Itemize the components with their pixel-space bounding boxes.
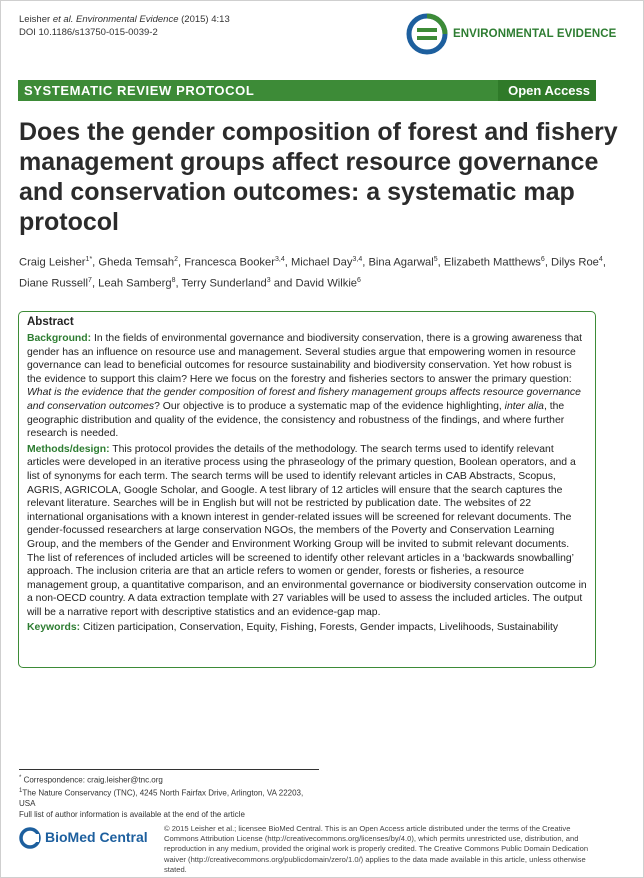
open-access-label: Open Access	[508, 83, 590, 98]
author-affiliation-mark: 8	[171, 276, 176, 284]
article-type-band	[18, 80, 596, 101]
author-separator: ,	[91, 277, 99, 290]
author-affiliation-mark: 6	[357, 276, 361, 284]
background-label: Background:	[27, 333, 92, 344]
author-name: David Wilkie	[295, 277, 358, 290]
journal-logo-text: ENVIRONMENTAL EVIDENCE	[453, 28, 617, 40]
author-affiliation-mark: 3	[266, 276, 271, 284]
author-name: Bina Agarwal	[368, 256, 434, 269]
license-text: © 2015 Leisher et al.; licensee BioMed Central. This is an Open Access article distributed under the terms of the Creative Commons Attribution License (http://creativecommons.org/licenses/by/4.0), which permits unrestricted use, distribution, and reproduction in any medium, provided the original work is properly credited. The Creative Commons Public Domain Dedication waiver (http://creativecommons.org/publicdomain/zero/1.0/) applies to the data made available in this article, unless otherwise stated.	[164, 824, 589, 874]
author-separator: and	[270, 277, 296, 290]
author-affiliation-mark: 7	[88, 276, 92, 284]
keywords-label: Keywords:	[27, 622, 81, 634]
author-affiliation-mark: 3,4	[352, 256, 363, 263]
author-name: Craig Leisher	[19, 256, 86, 269]
author-separator: ,	[602, 256, 606, 269]
author-affiliation-mark: 6	[540, 256, 545, 263]
environmental-evidence-logo-icon	[406, 13, 448, 55]
author-affiliation-mark: 3,4	[274, 256, 285, 263]
header-doi[interactable]: DOI 10.1186/s13750-015-0039-2	[19, 27, 158, 38]
author-name: Terry Sunderland	[181, 277, 267, 290]
author-separator: ,	[177, 256, 185, 269]
abstract-methods: Methods/design: This protocol provides the details of the methodology. The search terms used to identify relevant articles were developed in an iterative process using the phraseology of the primary question, Boolean operators, and a list of synonyms for each term. The search terms will be used to identify relevant articles in CAB Abstracts, Scopus, AGRIS, AGRICOLA, Google Scholar, and Google. A test library of 12 articles will ensure that the search captures the relevant literature. Searches will be in English but will not be restricted by publication date. The websites of 22 international organisations with a known interest in gender-related issues will be screened for relevant documents. The gender-focussed researchers at large conservation NGOs, the members of the Poverty and Conservation Learning Group, and the members of the Gender and Environment Working Group will be invited to submit relevant documents. The list of references of included articles will be screened to identify other relevant articles in a ‘backwards snowballing’ approach. The inclusion criteria are that an article refers to women or gender, forests or fisheries, a resource management group, a quantitative comparison, and an environmental governance or biodiversity conservation outcome in a non-OECD country. A data extraction template with 27 variables will be used to assess the included articles. The output will be a narrative report with descriptive statistics and an evidence-gap map.	[27, 443, 587, 618]
article-title: Does the gender composition of forest and fishery management groups affect resource governance and conservation outcomes: a systematic map protocol	[19, 118, 618, 236]
author-name: Francesca Booker	[184, 256, 275, 269]
author-name: Gheda Temsah	[98, 256, 175, 269]
author-name: Leah Samberg	[98, 277, 172, 290]
article-type-label: SYSTEMATIC REVIEW PROTOCOL	[24, 83, 255, 98]
affiliation-note: $^1$The Nature Conservancy (TNC), 4245 North Fairfax Drive, Arlington, VA 22203, USA	[19, 787, 304, 809]
author-affiliation-mark: 2	[174, 256, 178, 263]
author-affiliation-mark: 5	[433, 256, 438, 263]
header-citation: Leisher et al. Environmental Evidence (2015) 4:13	[19, 14, 230, 25]
publisher-name: BioMed Central	[45, 829, 148, 845]
author-name: Diane Russell	[19, 277, 89, 290]
author-affiliation-mark: 4	[598, 256, 603, 263]
open-access-badge	[498, 80, 596, 101]
methods-label: Methods/design:	[27, 443, 110, 455]
footnotes	[19, 769, 319, 820]
biomed-central-logo-icon	[19, 827, 41, 849]
abstract-box	[18, 311, 596, 668]
author-separator: ,	[544, 256, 552, 269]
abstract-keywords: Keywords: Citizen participation, Conservation, Equity, Fishing, Forests, Gender impacts, Livelihoods, Sustainability	[27, 622, 559, 634]
author-name: Elizabeth Matthews	[443, 256, 541, 269]
author-separator: ,	[175, 277, 182, 290]
author-info-note: Full list of author information is available at the end of the article	[19, 810, 245, 820]
author-separator: ,	[362, 256, 369, 269]
author-separator: ,	[92, 256, 99, 269]
author-name: Dilys Roe	[551, 256, 599, 269]
author-name: Michael Day	[290, 256, 353, 269]
correspondence-note: * Correspondence: craig.leisher@tnc.org	[19, 775, 163, 785]
author-separator: ,	[437, 256, 444, 269]
author-separator: ,	[284, 256, 291, 269]
author-affiliation-mark: 1*	[85, 256, 93, 263]
abstract-background: Background: In the fields of environmental governance and biodiversity conservation, there is a growing awareness that gender has an influence on resource use and management. Several studies argue that empowering women in resource governance can lead to beneficial outcomes for resource sustainability and biodiversity conservation. Yet how robust is the evidence to support this claim? Here we focus on the forestry and fisheries sectors to answer the primary question: What is the evidence that the gender composition of forest and fishery management groups affects resource governance and conservation outcomes? Our objective is to produce a systematic map of the evidence highlighting, inter alia, the geographic distribution and quality of the evidence, the consistency and robustness of the findings, and where further research is needed.	[27, 333, 583, 440]
abstract-heading: Abstract	[27, 316, 74, 328]
author-list	[19, 251, 619, 292]
